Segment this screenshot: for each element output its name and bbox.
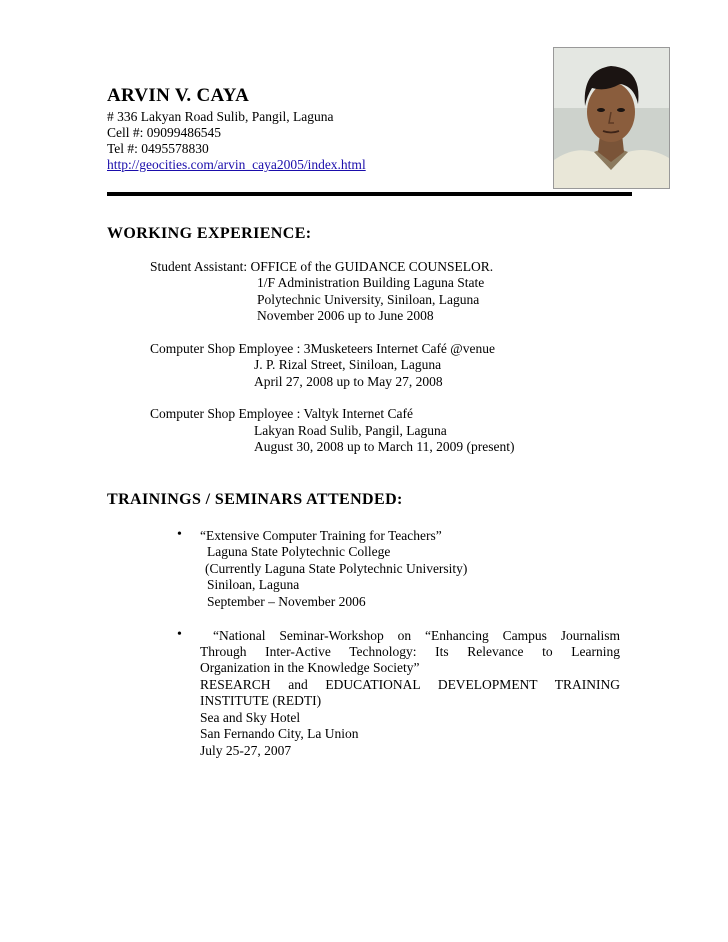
- experience-1-title: Student Assistant: OFFICE of the GUIDANCE COUNSELOR.: [150, 259, 494, 274]
- experience-1-line: Polytechnic University, Siniloan, Laguna: [257, 292, 480, 307]
- training-2-line: “National Seminar-Workshop on “Enhancing Campus Journalism: [213, 628, 620, 643]
- profile-photo: [553, 47, 670, 189]
- training-2-line: RESEARCH and EDUCATIONAL DEVELOPMENT TRAINING: [200, 677, 620, 692]
- training-1-line: Siniloan, Laguna: [207, 577, 300, 592]
- experience-3-title: Computer Shop Employee : Valtyk Internet Café: [150, 406, 413, 421]
- tel-number: Tel #: 0495578830: [107, 141, 209, 156]
- training-2-line: San Fernando City, La Union: [200, 726, 359, 741]
- training-2-line: July 25-27, 2007: [200, 743, 292, 758]
- experience-3-line: August 30, 2008 up to March 11, 2009 (present): [254, 439, 515, 454]
- experience-2-line: J. P. Rizal Street, Siniloan, Laguna: [254, 357, 442, 372]
- trainings-heading: TRAININGS / SEMINARS ATTENDED:: [107, 491, 403, 508]
- bullet-icon: •: [177, 627, 182, 642]
- homepage-link[interactable]: http://geocities.com/arvin_caya2005/index.html: [107, 157, 366, 172]
- address-line: # 336 Lakyan Road Sulib, Pangil, Laguna: [107, 109, 334, 124]
- training-2-line: INSTITUTE (REDTI): [200, 693, 322, 708]
- training-1-line: “Extensive Computer Training for Teachers”: [200, 528, 442, 543]
- experience-1-line: November 2006 up to June 2008: [257, 308, 434, 323]
- training-1-line: Laguna State Polytechnic College: [207, 544, 391, 559]
- training-2-line: Organization in the Knowledge Society”: [200, 660, 420, 675]
- header-divider: [107, 192, 632, 196]
- experience-2-line: April 27, 2008 up to May 27, 2008: [254, 374, 443, 389]
- experience-3-line: Lakyan Road Sulib, Pangil, Laguna: [254, 423, 447, 438]
- training-2-line: Sea and Sky Hotel: [200, 710, 301, 725]
- profile-photo-illustration: [554, 48, 669, 188]
- training-2-line: Through Inter-Active Technology: Its Relevance to Learning: [200, 644, 620, 659]
- working-experience-heading: WORKING EXPERIENCE:: [107, 225, 312, 242]
- training-1-line: September – November 2006: [207, 594, 366, 609]
- training-1-line: (Currently Laguna State Polytechnic University): [205, 561, 468, 576]
- experience-2-title: Computer Shop Employee : 3Musketeers Internet Café @venue: [150, 341, 495, 356]
- applicant-name: ARVIN V. CAYA: [107, 85, 250, 106]
- cell-number: Cell #: 09099486545: [107, 125, 221, 140]
- bullet-icon: •: [177, 527, 182, 542]
- experience-1-line: 1/F Administration Building Laguna State: [257, 275, 485, 290]
